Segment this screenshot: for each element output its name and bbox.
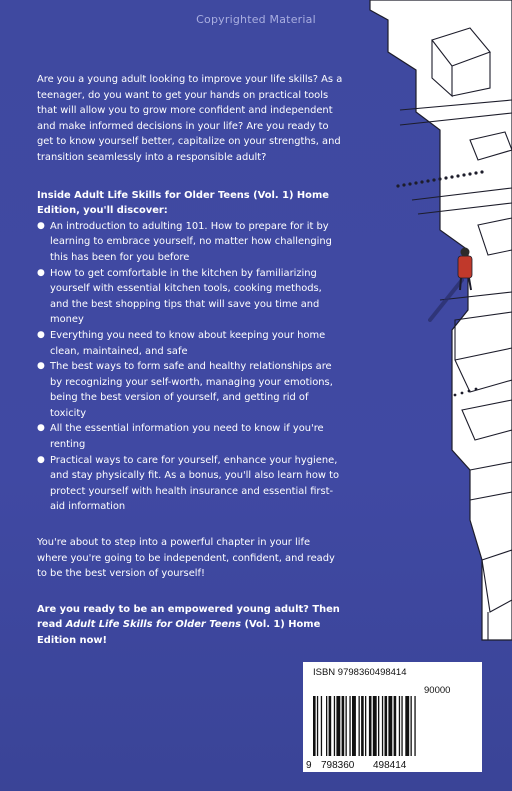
barcode-bar <box>361 696 364 756</box>
barcode-bar <box>401 696 402 756</box>
bullet-icon: ● <box>37 220 45 231</box>
barcode-bar <box>359 696 360 756</box>
barcode-bar <box>317 696 318 756</box>
back-cover-text <box>37 72 343 649</box>
book-title: Adult Life Skills for Older Teens <box>65 619 241 631</box>
barcode-bar <box>313 696 316 756</box>
barcode-bar <box>336 696 340 756</box>
bullet-icon: ● <box>37 329 45 340</box>
barcode-bar <box>373 696 377 756</box>
barcode-bar <box>352 696 356 756</box>
barcode-bar <box>365 696 366 756</box>
bullet-icon: ● <box>37 361 45 372</box>
list-item-text: Everything you need to know about keeping your home clean, maintained, and safe <box>50 329 326 357</box>
list-item <box>37 421 343 452</box>
barcode-digits-left: 798360 <box>321 760 355 771</box>
barcode-bar <box>399 696 400 756</box>
barcode-digits-right: 498414 <box>373 760 407 771</box>
barcode-image <box>310 696 476 760</box>
barcode-bar <box>346 696 347 756</box>
discover-heading: Inside Adult Life Skills for Older Teens (Vol. 1) Home Edition, you'll discover: <box>37 189 329 217</box>
bullet-icon: ● <box>37 454 45 465</box>
list-item <box>37 219 343 266</box>
closing-paragraph <box>37 602 343 649</box>
discover-list <box>37 219 343 515</box>
barcode-bar <box>334 696 335 756</box>
barcode-bar <box>382 696 383 756</box>
barcode-bar <box>385 696 388 756</box>
barcode-bar <box>414 696 415 756</box>
isbn-label: ISBN 9798360498414 <box>313 667 407 678</box>
copyright-watermark: Copyrighted Material <box>196 13 316 26</box>
price-code: 90000 <box>424 685 451 696</box>
barcode-bar <box>321 696 322 756</box>
bullet-icon: ● <box>37 423 45 434</box>
list-item-text: Practical ways to care for yourself, enhance your hygiene, and stay physically fit. As a bonus, you'll also learn how to protect yourself with health insurance and essential first-aid information <box>50 454 340 513</box>
list-item-text: The best ways to form safe and healthy relationships are by recognizing your self-worth, managing your emotions, being the best version of yourself, and getting rid of toxicity <box>50 361 333 419</box>
barcode-bar <box>349 696 350 756</box>
list-item-text: An introduction to adulting 101. How to prepare for it by learning to embrace yourself, no matter how challenging this has been for you before <box>50 220 332 263</box>
barcode-lead-digit: 9 <box>306 760 312 771</box>
barcode-bar <box>329 696 332 756</box>
intro-paragraph: Are you a young adult looking to improve your life skills? As a teenager, do you want to get your hands on practical tools that will allow you to grow more confident and independent and make informed decisions in your life? Are you ready to get to know yourself better, capitalize on your strengths, and transition seamlessly into a responsible adult? <box>37 74 343 163</box>
closing-text-end: (Vol. 1) Home Edition now! <box>37 619 321 646</box>
bullet-icon: ● <box>37 267 45 278</box>
barcode-bar <box>342 696 345 756</box>
barcode-bar <box>326 696 327 756</box>
barcode-bar <box>411 696 412 756</box>
list-item <box>37 359 343 421</box>
list-item <box>37 453 343 515</box>
barcode-bar <box>394 696 397 756</box>
barcode-box <box>303 662 482 772</box>
list-item-text: All the essential information you need to know if you're renting <box>50 423 324 451</box>
list-item <box>37 266 343 328</box>
barcode-bar <box>405 696 409 756</box>
barcode-bar <box>388 696 392 756</box>
chapter-paragraph: You're about to step into a powerful chapter in your life where you're going to be independent, confident, and ready to be the best version of yourself! <box>37 537 335 580</box>
closing-text-start: Are you ready to be an empowered young adult? Then read <box>37 603 340 631</box>
barcode-bar <box>369 696 372 756</box>
barcode-bar <box>378 696 379 756</box>
list-item-text: How to get comfortable in the kitchen by familiarizing yourself with essential kitchen tools, cooking methods, and the best shopping tips that will save you time and money <box>50 267 322 326</box>
list-item <box>37 328 343 359</box>
